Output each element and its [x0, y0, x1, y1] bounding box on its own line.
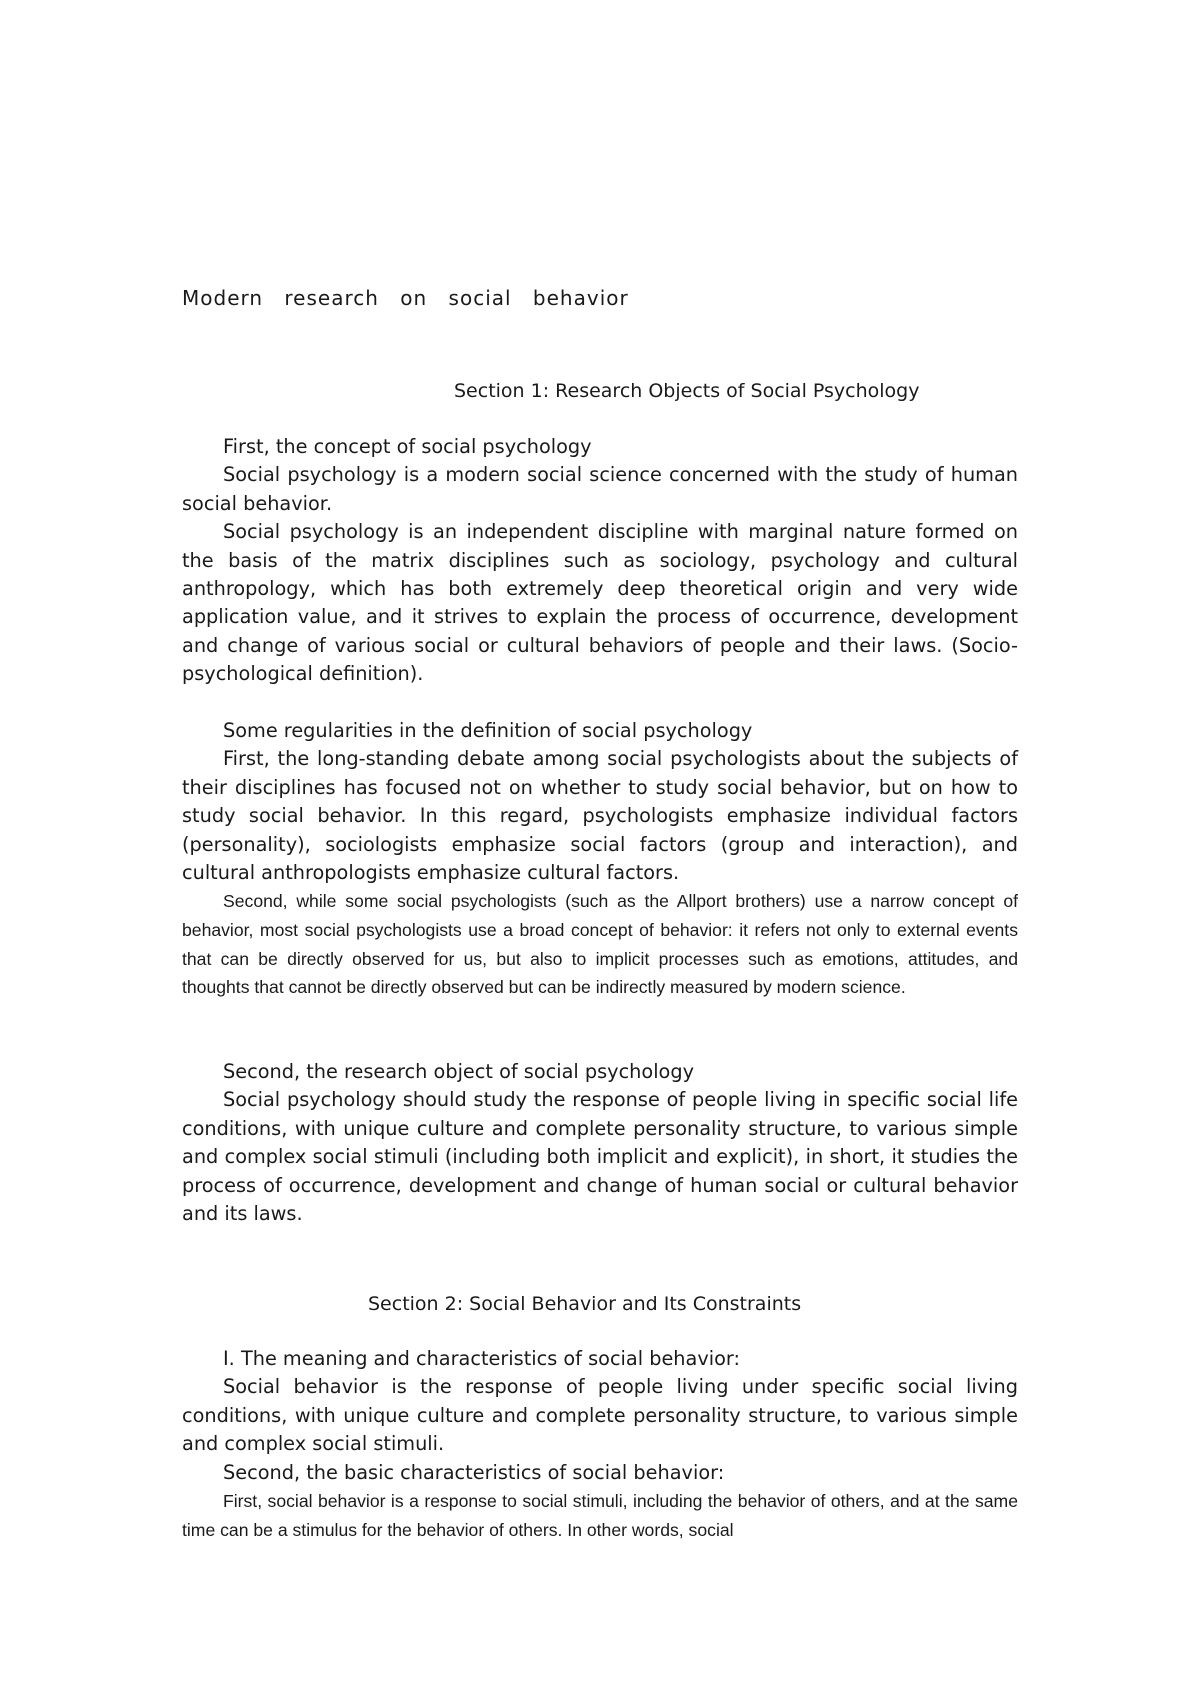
concept-paragraph-1: Social psychology is a modern social science concerned with the study of human social behavior. [182, 463, 1018, 515]
document-title: Modern research on social behavior [182, 286, 629, 310]
section-2-heading: Section 2: Social Behavior and Its Constraints [368, 1293, 802, 1315]
regularities-subheading: Some regularities in the definition of social psychology [223, 719, 753, 742]
regularities-paragraph-1: First, the long-standing debate among social psychologists about the subjects of their disciplines has focused not on whether to study social behavior, but on how to study social behavior. In this regard, psychologists emphasize individual factors (personality), sociologists emphasize social factors (group and interaction), and cultural anthropologists emphasize cultural factors. [182, 747, 1018, 885]
characteristics-subheading: Second, the basic characteristics of social behavior: [223, 1460, 725, 1484]
section-1-heading: Section 1: Research Objects of Social Psychology [454, 380, 920, 402]
research-object-paragraph: Social psychology should study the response of people living in specific social life conditions, with unique culture and complete personality structure, to various simple and complex social stimuli (including both implicit and explicit), in short, it studies the process of occurrence, development and change of human social or cultural behavior and its laws. [182, 1088, 1018, 1226]
research-object-subheading: Second, the research object of social psychology [223, 1060, 695, 1083]
concept-block [182, 433, 1018, 689]
regularities-paragraph-2: Second, while some social psychologists (such as the Allport brothers) use a narrow concept of behavior, most social psychologists use a broad concept of behavior: it refers not only to external events that can be directly observed for us, but also to implicit processes such as emotions, attitudes, and thoughts that cannot be directly observed but can be indirectly measured by modern science. [182, 891, 1018, 998]
concept-paragraph-2: Social psychology is an independent discipline with marginal nature formed on the basis of the matrix disciplines such as sociology, psychology and cultural anthropology, which has both extremely deep theoretical origin and very wide application value, and it strives to explain the process of occurrence, development and change of various social or cultural behaviors of people and their laws. (Socio-psychological definition). [182, 520, 1018, 686]
concept-subheading: First, the concept of social psychology [223, 435, 592, 458]
meaning-block [182, 1345, 1018, 1544]
regularities-block [182, 717, 1018, 1002]
meaning-subheading: I. The meaning and characteristics of social behavior: [223, 1347, 740, 1370]
research-object-block [182, 1058, 1018, 1228]
meaning-paragraph: Social behavior is the response of people living under specific social living conditions, with unique culture and complete personality structure, to various simple and complex social stimuli. [182, 1375, 1018, 1456]
characteristics-paragraph: First, social behavior is a response to social stimuli, including the behavior of others, and at the same time can be a stimulus for the behavior of others. In other words, social [182, 1491, 1018, 1540]
